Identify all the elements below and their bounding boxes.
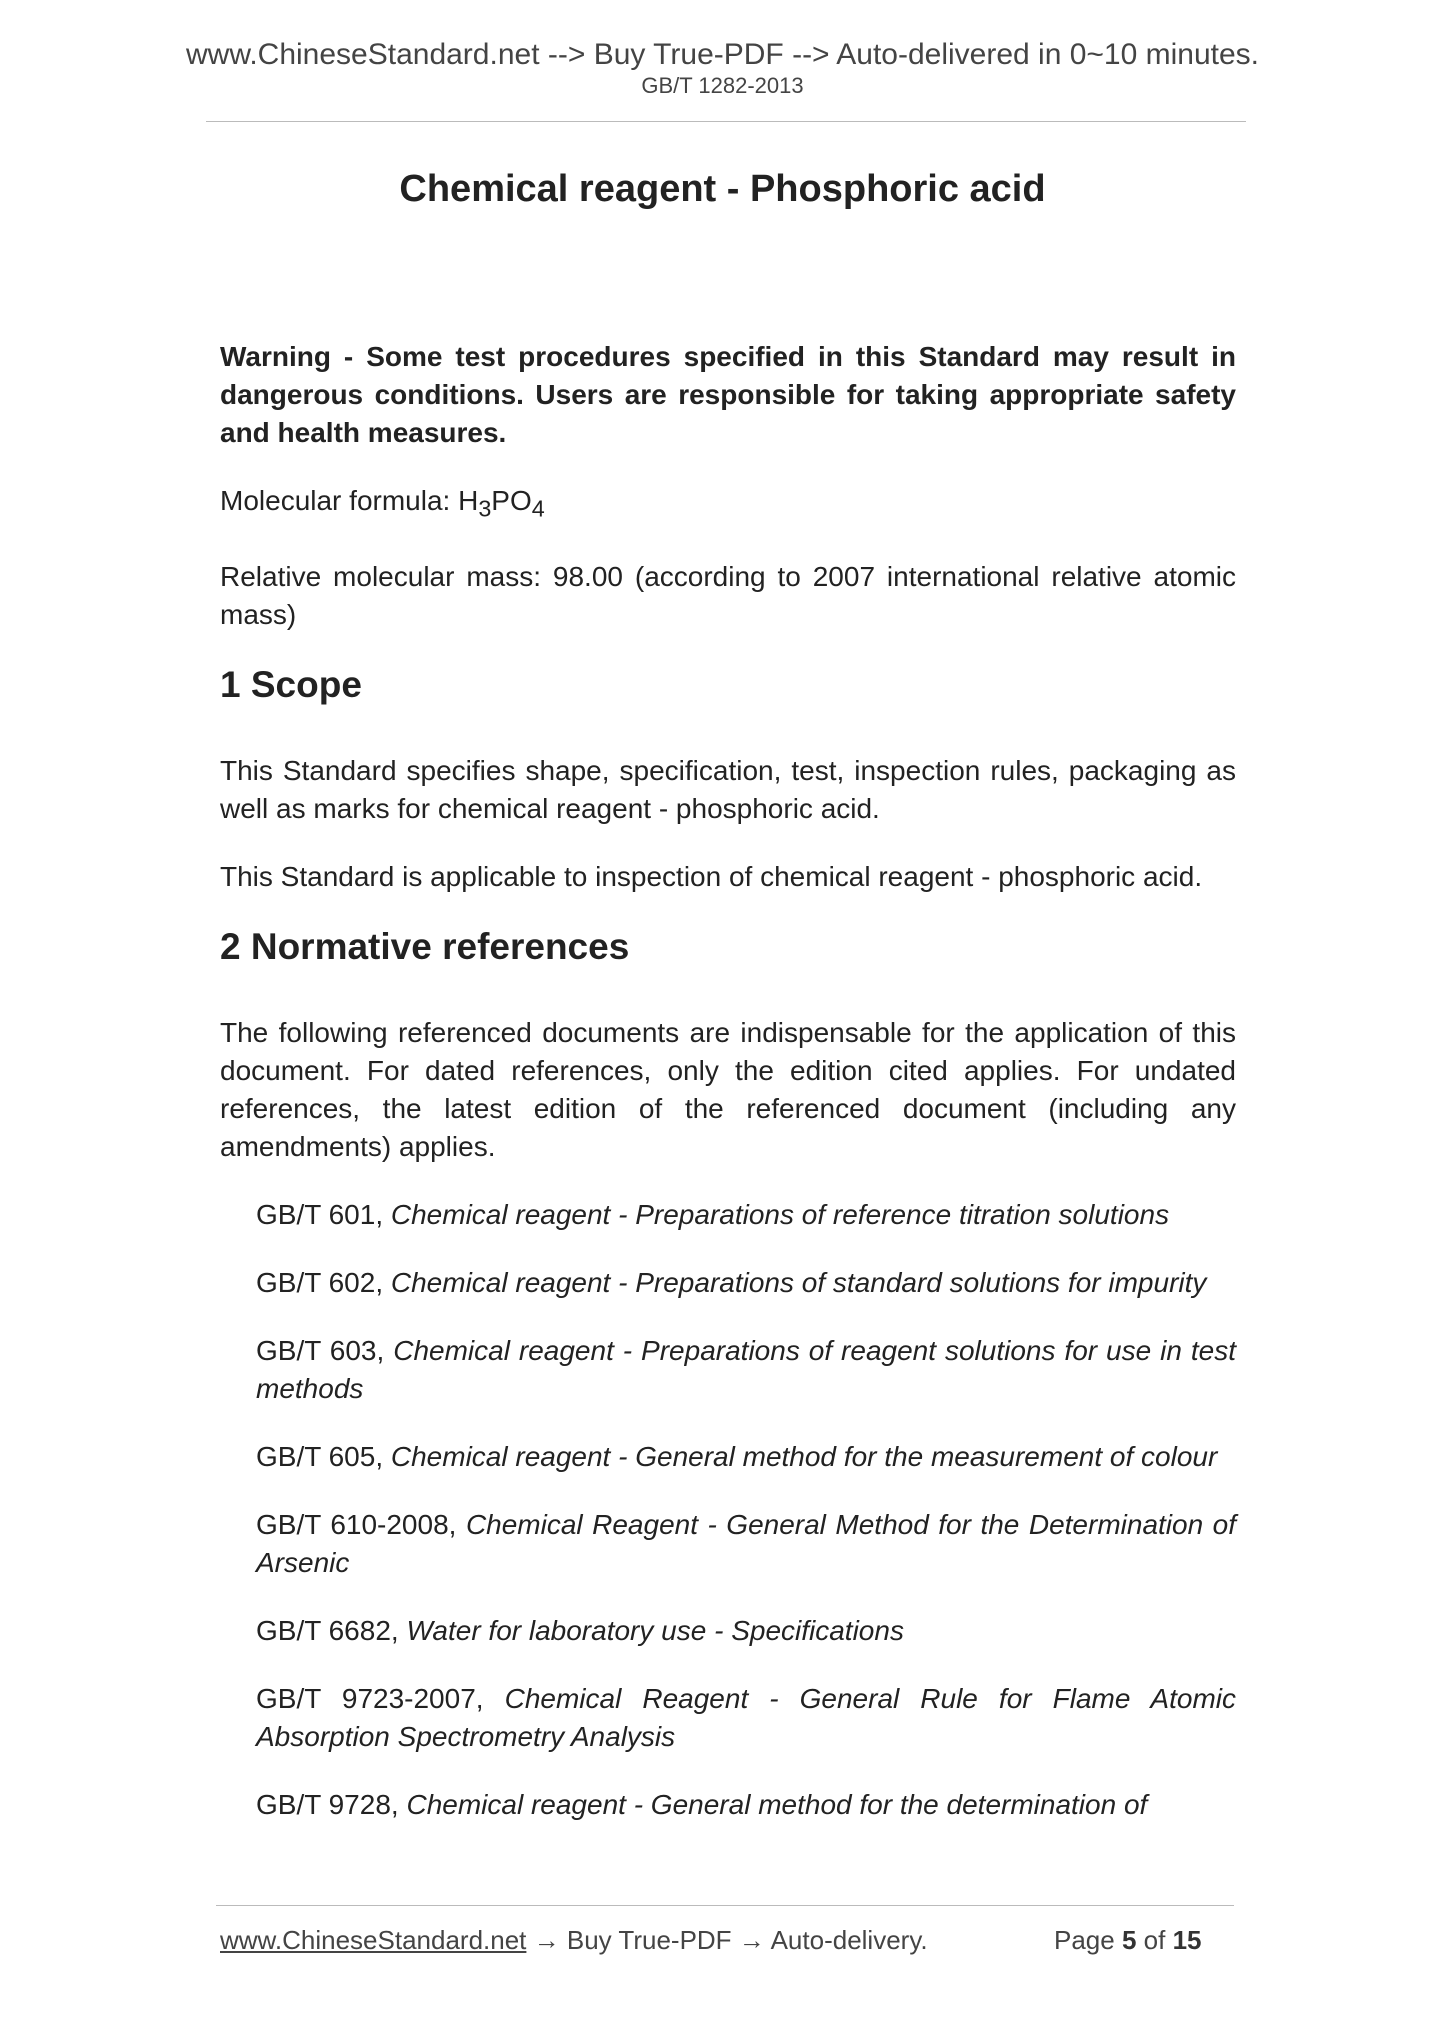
reference-code: GB/T 9728, [256,1788,399,1820]
header-banner[interactable]: www.ChineseStandard.net --> Buy True-PDF --> Auto-delivered in 0~10 minutes. [185,38,1260,71]
page-indicator [1054,1925,1202,1956]
reference-title: Chemical reagent - Preparations of reagent solutions for use in test methods [256,1334,1237,1404]
scope-paragraph-1: This Standard specifies shape, specification, test, inspection rules, packaging as well as marks for chemical reagent - phosphoric acid. [220,754,1236,824]
reference-code: GB/T 601, [256,1198,384,1230]
formula-subscript-h: 3 [478,495,492,522]
formula-po: PO [491,485,532,516]
reference-item [256,1786,1236,1824]
reference-item [256,1438,1236,1476]
section-heading-normative-references: 2 Normative references [220,925,630,967]
formula-subscript-o: 4 [531,495,545,522]
reference-code: GB/T 6682, [256,1614,399,1646]
footer-divider [216,1905,1234,1906]
molecular-formula [220,482,1236,528]
standard-code: GB/T 1282-2013 [641,73,804,98]
reference-title: Chemical reagent - Preparations of standard solutions for impurity [390,1266,1207,1298]
reference-code: GB/T 605, [256,1440,384,1472]
reference-title: Chemical Reagent - General Method for the Determination of Arsenic [256,1508,1236,1578]
reference-title: Chemical reagent - General method for the measurement of colour [390,1440,1218,1472]
scope-paragraph-2: This Standard is applicable to inspection of chemical reagent - phosphoric acid. [220,860,1203,892]
footer-site-link[interactable]: www.ChineseStandard.net [220,1925,527,1955]
reference-code: GB/T 610-2008, [256,1508,457,1540]
document-body [220,338,1236,1854]
footer-links [220,1925,928,1956]
reference-item [256,1506,1236,1582]
formula-label: Molecular formula: H [220,485,479,516]
reference-code: GB/T 9723-2007, [256,1682,484,1714]
reference-item [256,1264,1236,1302]
of-label: of [1143,1925,1166,1955]
molecular-mass: Relative molecular mass: 98.00 (according to 2007 international relative atomic mass) [220,560,1236,630]
warning-text: Warning - Some test procedures specified in this Standard may result in dangerous conditions. Users are responsible for taking appropriate safety and health measures. [220,341,1236,448]
footer-buy-link[interactable]: Buy True-PDF [566,1925,732,1955]
reference-title: Chemical reagent - General method for the determination of [406,1788,1148,1820]
reference-title: Water for laboratory use - Specifications [406,1614,904,1646]
reference-item [256,1332,1236,1408]
reference-code: GB/T 603, [256,1334,385,1366]
reference-item [256,1680,1236,1756]
reference-list [220,1196,1236,1824]
section-heading-scope: 1 Scope [220,663,362,705]
normative-intro: The following referenced documents are indispensable for the application of this document. For dated references, only the edition cited applies. For undated references, the latest edition of the referenced document (including any amendments) applies. [220,1016,1236,1162]
reference-item [256,1612,1236,1650]
reference-code: GB/T 602, [256,1266,384,1298]
reference-item [256,1196,1236,1234]
reference-title: Chemical reagent - Preparations of reference titration solutions [390,1198,1170,1230]
footer-delivery-text: Auto-delivery. [770,1925,928,1955]
page-total: 15 [1172,1925,1202,1955]
header-divider [206,121,1246,122]
reference-title: Chemical Reagent - General Rule for Flame Atomic Absorption Spectrometry Analysis [256,1682,1237,1752]
arrow-right-icon: → [731,1925,771,1955]
page-title: Chemical reagent - Phosphoric acid [399,168,1046,210]
page-number: 5 [1121,1925,1137,1955]
arrow-right-icon: → [526,1925,567,1955]
page-label: Page [1054,1925,1115,1955]
